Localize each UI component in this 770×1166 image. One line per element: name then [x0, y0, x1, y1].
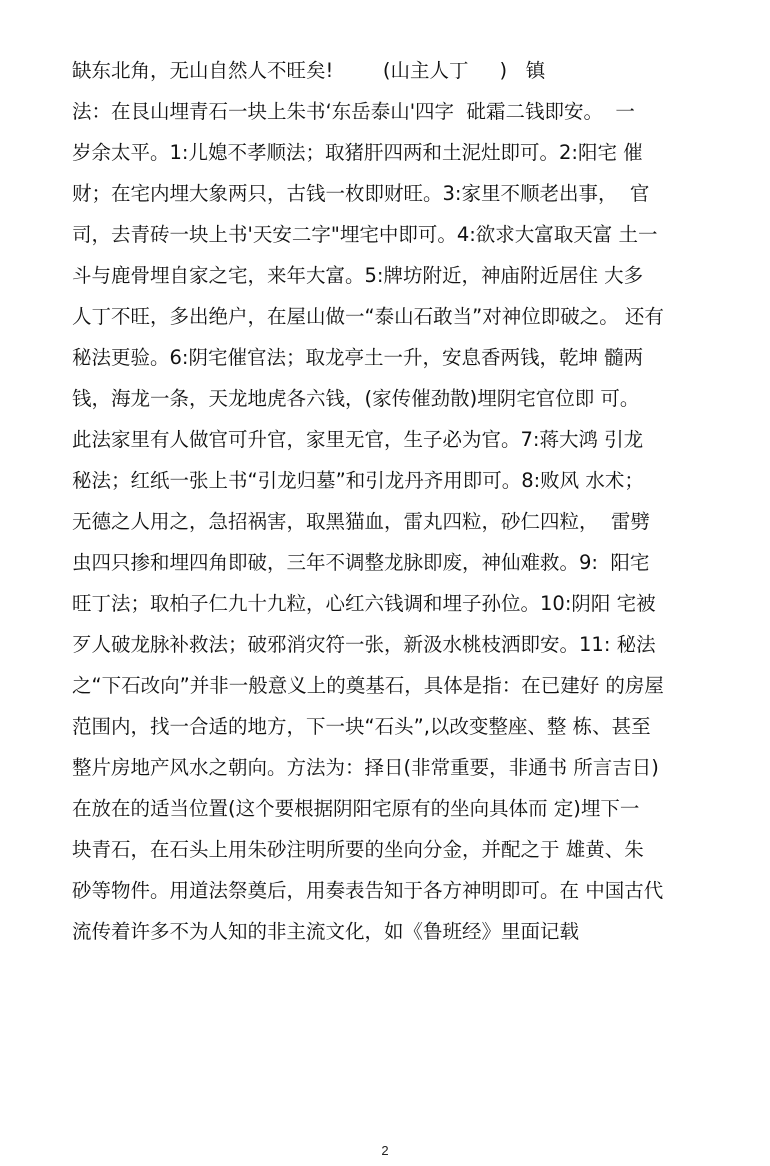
- page-number: 2: [381, 1143, 389, 1158]
- text-line: 人丁不旺，多出绝户，在屋山做一“泰山石敢当”对神位即破之。 还有: [72, 305, 664, 328]
- text-line: 法：在艮山埋青石一块上朱书‘东岳泰山'四字 砒霜二钱即安。 一: [72, 100, 635, 123]
- text-line: 块青石，在石头上用朱砂注明所要的坐向分金，并配之于 雄黄、朱: [72, 838, 644, 861]
- text-line: 司，去青砖一块上书'天安二字"埋宅中即可。4:欲求大富取天富 土一: [72, 223, 658, 246]
- text-line: 整片房地产风水之朝向。方法为：择日(非常重要，非通书 所言吉日): [72, 756, 659, 779]
- text-line: 财；在宅内埋大象两只，古钱一枚即财旺。3:家里不顺老出事， 官: [72, 182, 650, 205]
- text-line: 在放在的适当位置(这个要根据阴阳宅原有的坐向具体而 定)埋下一: [72, 797, 640, 820]
- text-line: 无德之人用之，急招祸害，取黑猫血，雷丸四粒，砂仁四粒， 雷劈: [72, 510, 650, 533]
- text-line: 砂等物件。用道法祭奠后，用奏表告知于各方神明即可。在 中国古代: [72, 879, 664, 902]
- text-line: 之“下石改向”并非一般意义上的奠基石，具体是指：在已建好 的房屋: [72, 674, 664, 697]
- text-line: 斗与鹿骨埋自家之宅，来年大富。5:牌坊附近，神庙附近居住 大多: [72, 264, 644, 287]
- text-line: 歹人破龙脉补救法；破邪消灾符一张，新汲水桃枝洒即安。11: 秘法: [72, 633, 656, 656]
- text-line: 流传着许多不为人知的非主流文化，如《鲁班经》里面记载: [72, 920, 580, 943]
- text-line: 虫四只掺和埋四角即破，三年不调整龙脉即废，神仙难救。9: 阳宅: [72, 551, 650, 574]
- text-line: 缺东北角，无山自然人不旺矣! (山主人丁 ) 镇: [72, 59, 546, 82]
- text-line: 秘法更验。6:阴宅催官法；取龙亭土一升，安息香两钱，乾坤 髓两: [72, 346, 644, 369]
- text-line: 此法家里有人做官可升官，家里无官，生子必为官。7:蒋大鸿 引龙: [72, 428, 644, 451]
- text-line: 钱，海龙一条，天龙地虎各六钱，(家传催劲散)埋阴宅官位即 可。: [72, 387, 640, 410]
- body-text: [72, 50, 712, 952]
- text-line: 范围内，找一合适的地方，下一块“石头”,以改变整座、整 栋、甚至: [72, 715, 651, 738]
- text-line: 岁余太平。1:儿媳不孝顺法；取猪肝四两和土泥灶即可。2:阳宅 催: [72, 141, 643, 164]
- text-line: 秘法；红纸一张上书“引龙归墓”和引龙丹齐用即可。8:败风 水术；: [72, 469, 644, 492]
- text-line: 旺丁法；取柏子仁九十九粒，心红六钱调和埋子孙位。10:阴阳 宅被: [72, 592, 656, 615]
